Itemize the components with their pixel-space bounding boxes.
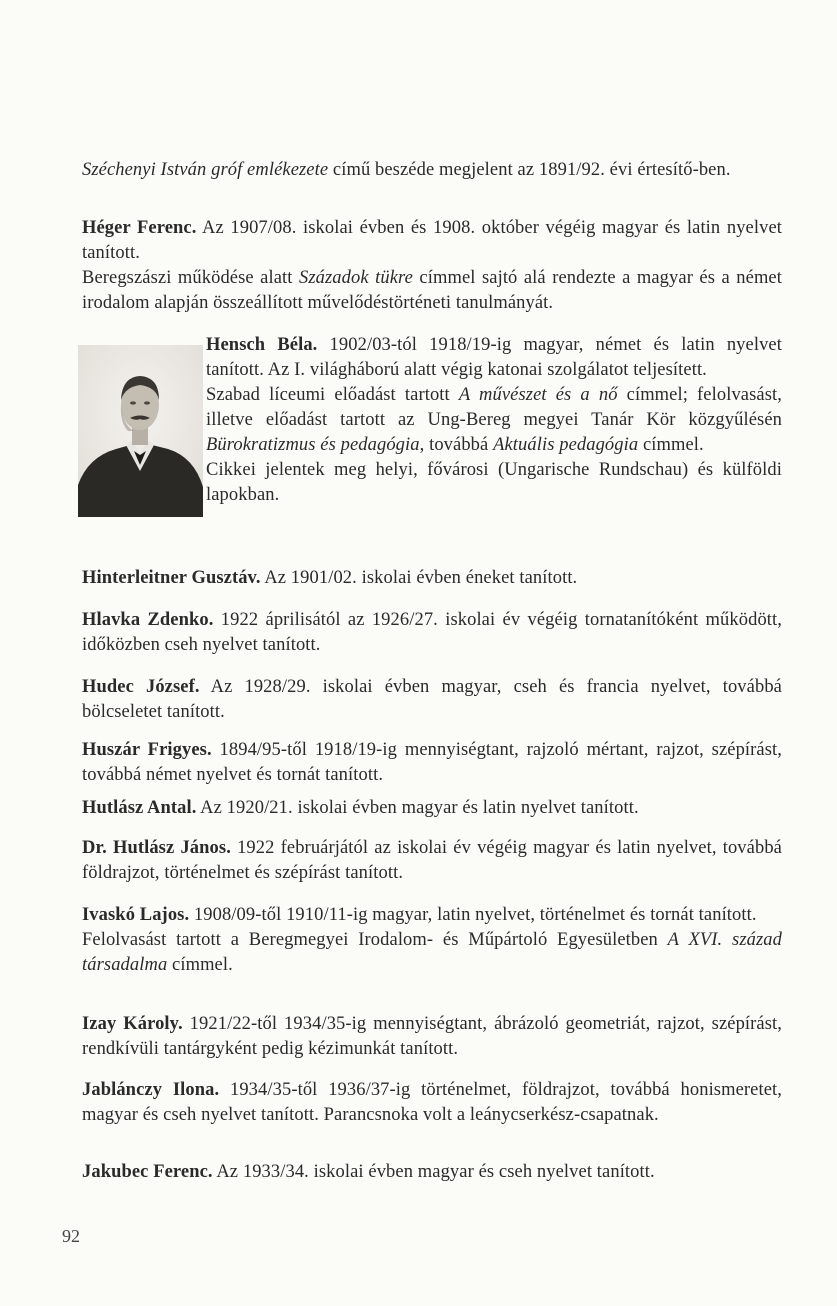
entry-text: 1894/95-től 1918/19-ig mennyiségtant, rajzoló mértant, rajzot, szépírást, továbbá német nyelvet és tornát tanított. (82, 740, 783, 785)
entry-text: Az 1933/34. iskolai évben magyar és cseh nyelvet tanított. (212, 1162, 655, 1182)
person-name: Hensch Béla. (206, 335, 318, 355)
entry-text: címmel sajtó alá rendezte a magyar és a német irodalom alapján összeállított művelődéstörténeti tanulmányát. (82, 268, 782, 313)
entry-izay (82, 1012, 782, 1062)
entry-paragraph (82, 738, 782, 788)
entry-text: Az 1901/02. iskolai évben éneket tanított. (260, 568, 578, 588)
entry-text: Beregszászi működése alatt (82, 268, 299, 288)
entry-hensch (206, 333, 782, 508)
person-name: Jakubec Ferenc. (82, 1162, 213, 1182)
entry-paragraph (82, 566, 782, 591)
title-italic: Aktuális pedagógia (493, 435, 639, 455)
title-italic: A XVI. század társadalma (82, 930, 782, 975)
entry-paragraph (82, 675, 782, 725)
entry-text: 1902/03-tól 1918/19-ig magyar, német és latin nyelvet tanított. Az I. világháború alatt végig katonai szolgálatot teljesített. (206, 335, 782, 380)
entry-paragraph (82, 608, 782, 658)
entry-jakubec (82, 1160, 782, 1185)
person-name: Hudec József. (82, 677, 200, 697)
title-italic: Századok tükre (299, 268, 413, 288)
entry-paragraph-extra (82, 266, 782, 316)
entry-paragraph (82, 796, 782, 821)
entry-text: Szabad líceumi előadást tartott (206, 385, 459, 405)
entry-text: Az 1928/29. iskolai évben magyar, cseh és francia nyelvet, továbbá bölcseletet tanított. (82, 677, 782, 722)
entry-paragraph (82, 216, 782, 266)
entry-hudec (82, 675, 782, 725)
entry-text: Felolvasást tartott a Beregmegyei Irodalom- és Műpártoló Egyesületben (82, 930, 668, 950)
entry-text: 1908/09-től 1910/11-ig magyar, latin nyelvet, történelmet és tornát tanított. (189, 905, 757, 925)
entry-text: , továbbá (419, 435, 494, 455)
entry-text: címmel. (167, 955, 233, 975)
entry-huszar (82, 738, 782, 788)
entry-ivasko (82, 903, 782, 978)
entry-text: címmel; felolvasást, illetve előadást tartott az Ung-Bereg megyei Tanár Kör közgyűlésén (206, 385, 782, 430)
entry-hlavka (82, 608, 782, 658)
entry-text: Cikkei jelentek meg helyi, fővárosi (Ungarische Rundschau) és külföldi lapokban. (206, 460, 782, 505)
entry-paragraph-extra (206, 458, 782, 508)
entry-paragraph (82, 1160, 782, 1185)
person-name: Hutlász Antal. (82, 798, 197, 818)
entry-paragraph (206, 333, 782, 383)
entry-paragraph (82, 158, 782, 183)
entry-text: 1934/35-től 1936/37-ig történelmet, földrajzot, továbbá honismeretet, magyar és cseh nyelvet tanított. Parancsnoka volt a leánycserkész-csapatnak. (82, 1080, 782, 1125)
person-name: Huszár Frigyes. (82, 740, 212, 760)
entry-paragraph (82, 836, 782, 886)
page-number: 92 (62, 1226, 80, 1246)
person-name: Jablánczy Ilona. (82, 1080, 220, 1100)
portrait-photo (78, 345, 203, 517)
entry-text: 1921/22-től 1934/35-ig mennyiségtant, ábrázoló geometriát, rajzot, szépírást, rendkívüli tantárgyként pedig kézimunkát tanított. (82, 1014, 783, 1059)
person-name: Hinterleitner Gusztáv. (82, 568, 261, 588)
entry-hutlasz-janos (82, 836, 782, 886)
entry-paragraph-extra (82, 928, 782, 978)
entry-text: 1922 februárjától az iskolai év végéig magyar és latin nyelvet, továbbá földrajzot, történelmet és szépírást tanított. (82, 838, 782, 883)
entry-paragraph (82, 903, 782, 928)
entry-paragraph (82, 1012, 782, 1062)
entry-paragraph-extra (206, 383, 782, 458)
person-name: Dr. Hutlász János. (82, 838, 231, 858)
entry-text: Az 1907/08. iskolai évben és 1908. október végéig magyar és latin nyelvet tanított. (82, 218, 783, 263)
entry-text: Az 1920/21. iskolai évben magyar és latin nyelvet tanított. (196, 798, 639, 818)
title-italic: A művészet és a nő (458, 385, 618, 405)
entry-heger (82, 216, 782, 316)
entry-text: 1922 áprilisától az 1926/27. iskolai év végéig tornatanítóként működött, időközben cseh nyelvet tanított. (82, 610, 782, 655)
person-name: Izay Károly. (82, 1014, 183, 1034)
entry-text: címmel. (638, 435, 704, 455)
person-name: Héger Ferenc. (82, 218, 197, 238)
entry-szechenyi-cont (82, 158, 782, 183)
entry-paragraph (82, 1078, 782, 1128)
entry-text: című beszéde megjelent az 1891/92. évi értesítő-ben. (328, 160, 731, 180)
title-italic: Széchenyi István gróf emlékezete (82, 160, 329, 180)
person-name: Hlavka Zdenko. (82, 610, 214, 630)
entry-jablanczy (82, 1078, 782, 1128)
entry-hinterleitner (82, 566, 782, 591)
entry-hutlasz-antal (82, 796, 782, 821)
title-italic: Bürokratizmus és pedagógia (206, 435, 420, 455)
person-name: Ivaskó Lajos. (82, 905, 190, 925)
